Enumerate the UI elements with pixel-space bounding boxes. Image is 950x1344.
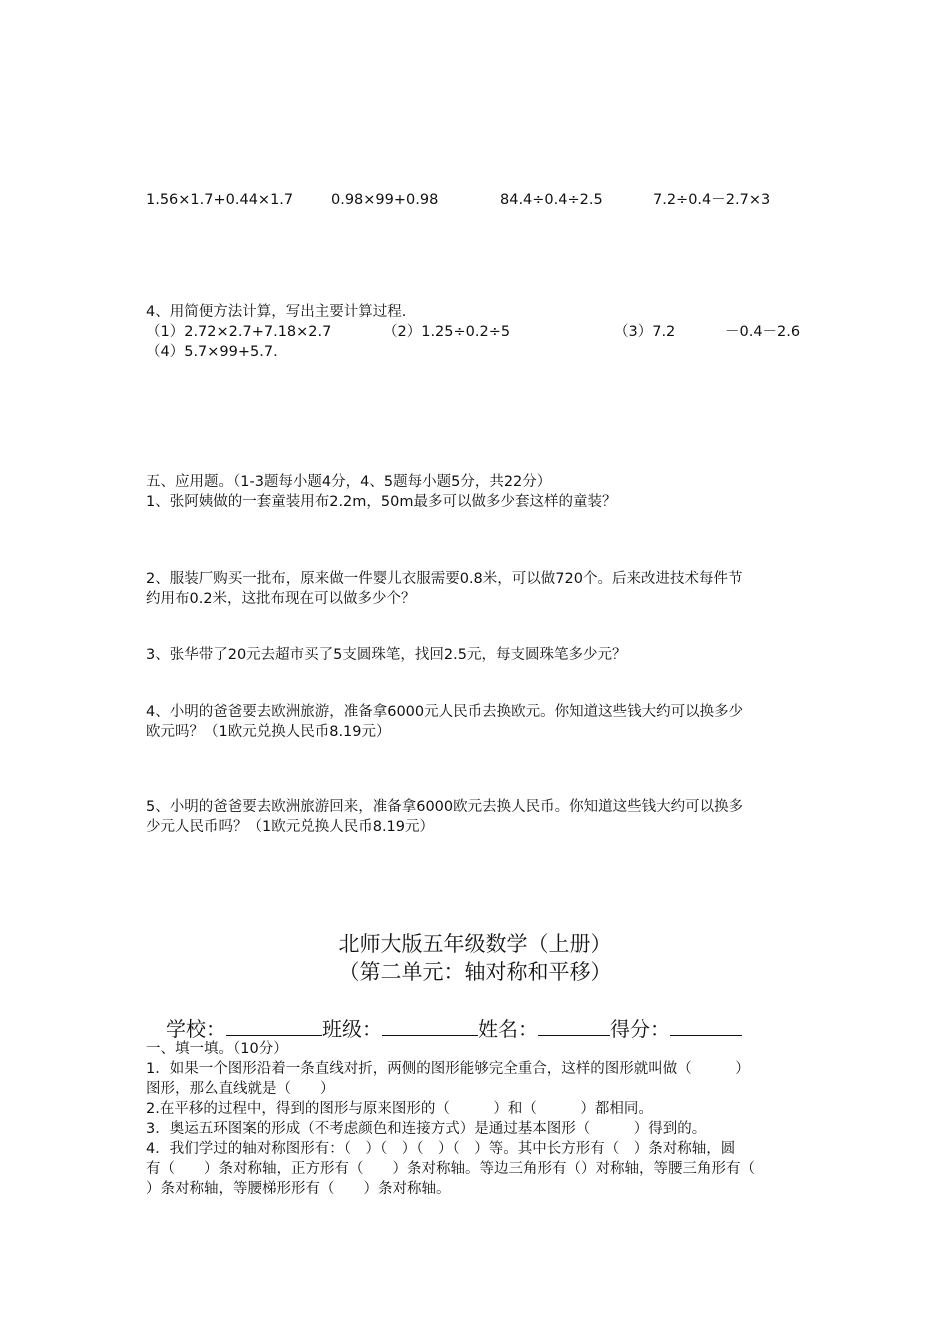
fill-q4-line2: 有（ ）条对称轴，正方形有（ ）条对称轴。等边三角形有（）对称轴，等腰三角形有（ (146, 1161, 755, 1177)
q4-item-3-cont: －0.4－2.6 (725, 324, 801, 340)
fill-q4-line3: ）条对称轴，等腰梯形形有（ ）条对称轴。 (146, 1181, 451, 1197)
section5-heading: 五、应用题。（1-3题每小题4分，4、5题每小题5分，共22分） (146, 474, 552, 490)
word-problem-5-line2: 少元人民币吗？（1欧元兑换人民币8.19元） (146, 819, 435, 835)
calc-expression-2: 0.98×99+0.98 (331, 192, 439, 208)
class-label: 班级： (322, 1017, 382, 1041)
class-blank[interactable] (382, 1015, 478, 1036)
name-label: 姓名： (478, 1017, 538, 1041)
word-problem-3: 3、张华带了20元去超市买了5支圆珠笔，找回2.5元，每支圆珠笔多少元？ (146, 647, 627, 663)
fill-q3: 3．奥运五环图案的形成（不考虑颜色和连接方式）是通过基本图形（ ）得到的。 (146, 1121, 707, 1137)
fill-heading: 一、填一填。（10分） (146, 1041, 288, 1057)
word-problem-4-line2: 欧元吗？（1欧元兑换人民币8.19元） (146, 724, 391, 740)
word-problem-5-line1: 5、小明的爸爸要去欧洲旅游回来，准备拿6000欧元去换人民币。你知道这些钱大约可以换多 (146, 799, 744, 815)
fill-q2: 2.在平移的过程中，得到的图形与原来图形的（ ）和（ ）都相同。 (146, 1101, 653, 1117)
fill-q1-line1: 1．如果一个图形沿着一条直线对折，两侧的图形能够完全重合，这样的图形就叫做（ ） (146, 1061, 750, 1077)
school-label: 学校： (166, 1017, 226, 1041)
score-label: 得分： (610, 1017, 670, 1041)
q4-item-4: （4）5.7×99+5.7. (146, 344, 278, 360)
q4-item-3: （3）7.2 (614, 324, 676, 340)
name-blank[interactable] (538, 1015, 610, 1036)
word-problem-2-line2: 约用布0.2米，这批布现在可以做多少个？ (146, 591, 416, 607)
word-problem-1: 1、张阿姨做的一套童装用布2.2m，50m最多可以做多少套这样的童装？ (146, 494, 617, 510)
q4-item-1: （1）2.72×2.7+7.18×2.7 (146, 324, 332, 340)
score-blank[interactable] (670, 1015, 742, 1036)
word-problem-4-line1: 4、小明的爸爸要去欧洲旅游，准备拿6000元人民币去换欧元。你知道这些钱大约可以换多少 (146, 704, 744, 720)
word-problem-2-line1: 2、服装厂购买一批布，原来做一件婴儿衣服需要0.8米，可以做720个。后来改进技术每件节 (146, 571, 743, 587)
q4-heading: 4、用简便方法计算，写出主要计算过程. (146, 304, 407, 320)
calc-expression-1: 1.56×1.7+0.44×1.7 (146, 192, 294, 208)
q4-item-2: （2）1.25÷0.2÷5 (383, 324, 511, 340)
fill-q1-line2: 图形，那么直线就是（ ） (146, 1081, 335, 1097)
school-blank[interactable] (226, 1015, 322, 1036)
calc-expression-4: 7.2÷0.4－2.7×3 (653, 192, 771, 208)
fill-q4-line1: 4．我们学过的轴对称图形有：（ ）（ ）（ ）（ ）等。其中长方形有（ ）条对称轴，圆 (146, 1141, 736, 1157)
unit-subtitle: （第二单元：轴对称和平移） (338, 960, 612, 984)
calc-expression-3: 84.4÷0.4÷2.5 (500, 192, 603, 208)
unit-title: 北师大版五年级数学（上册） (338, 932, 612, 956)
